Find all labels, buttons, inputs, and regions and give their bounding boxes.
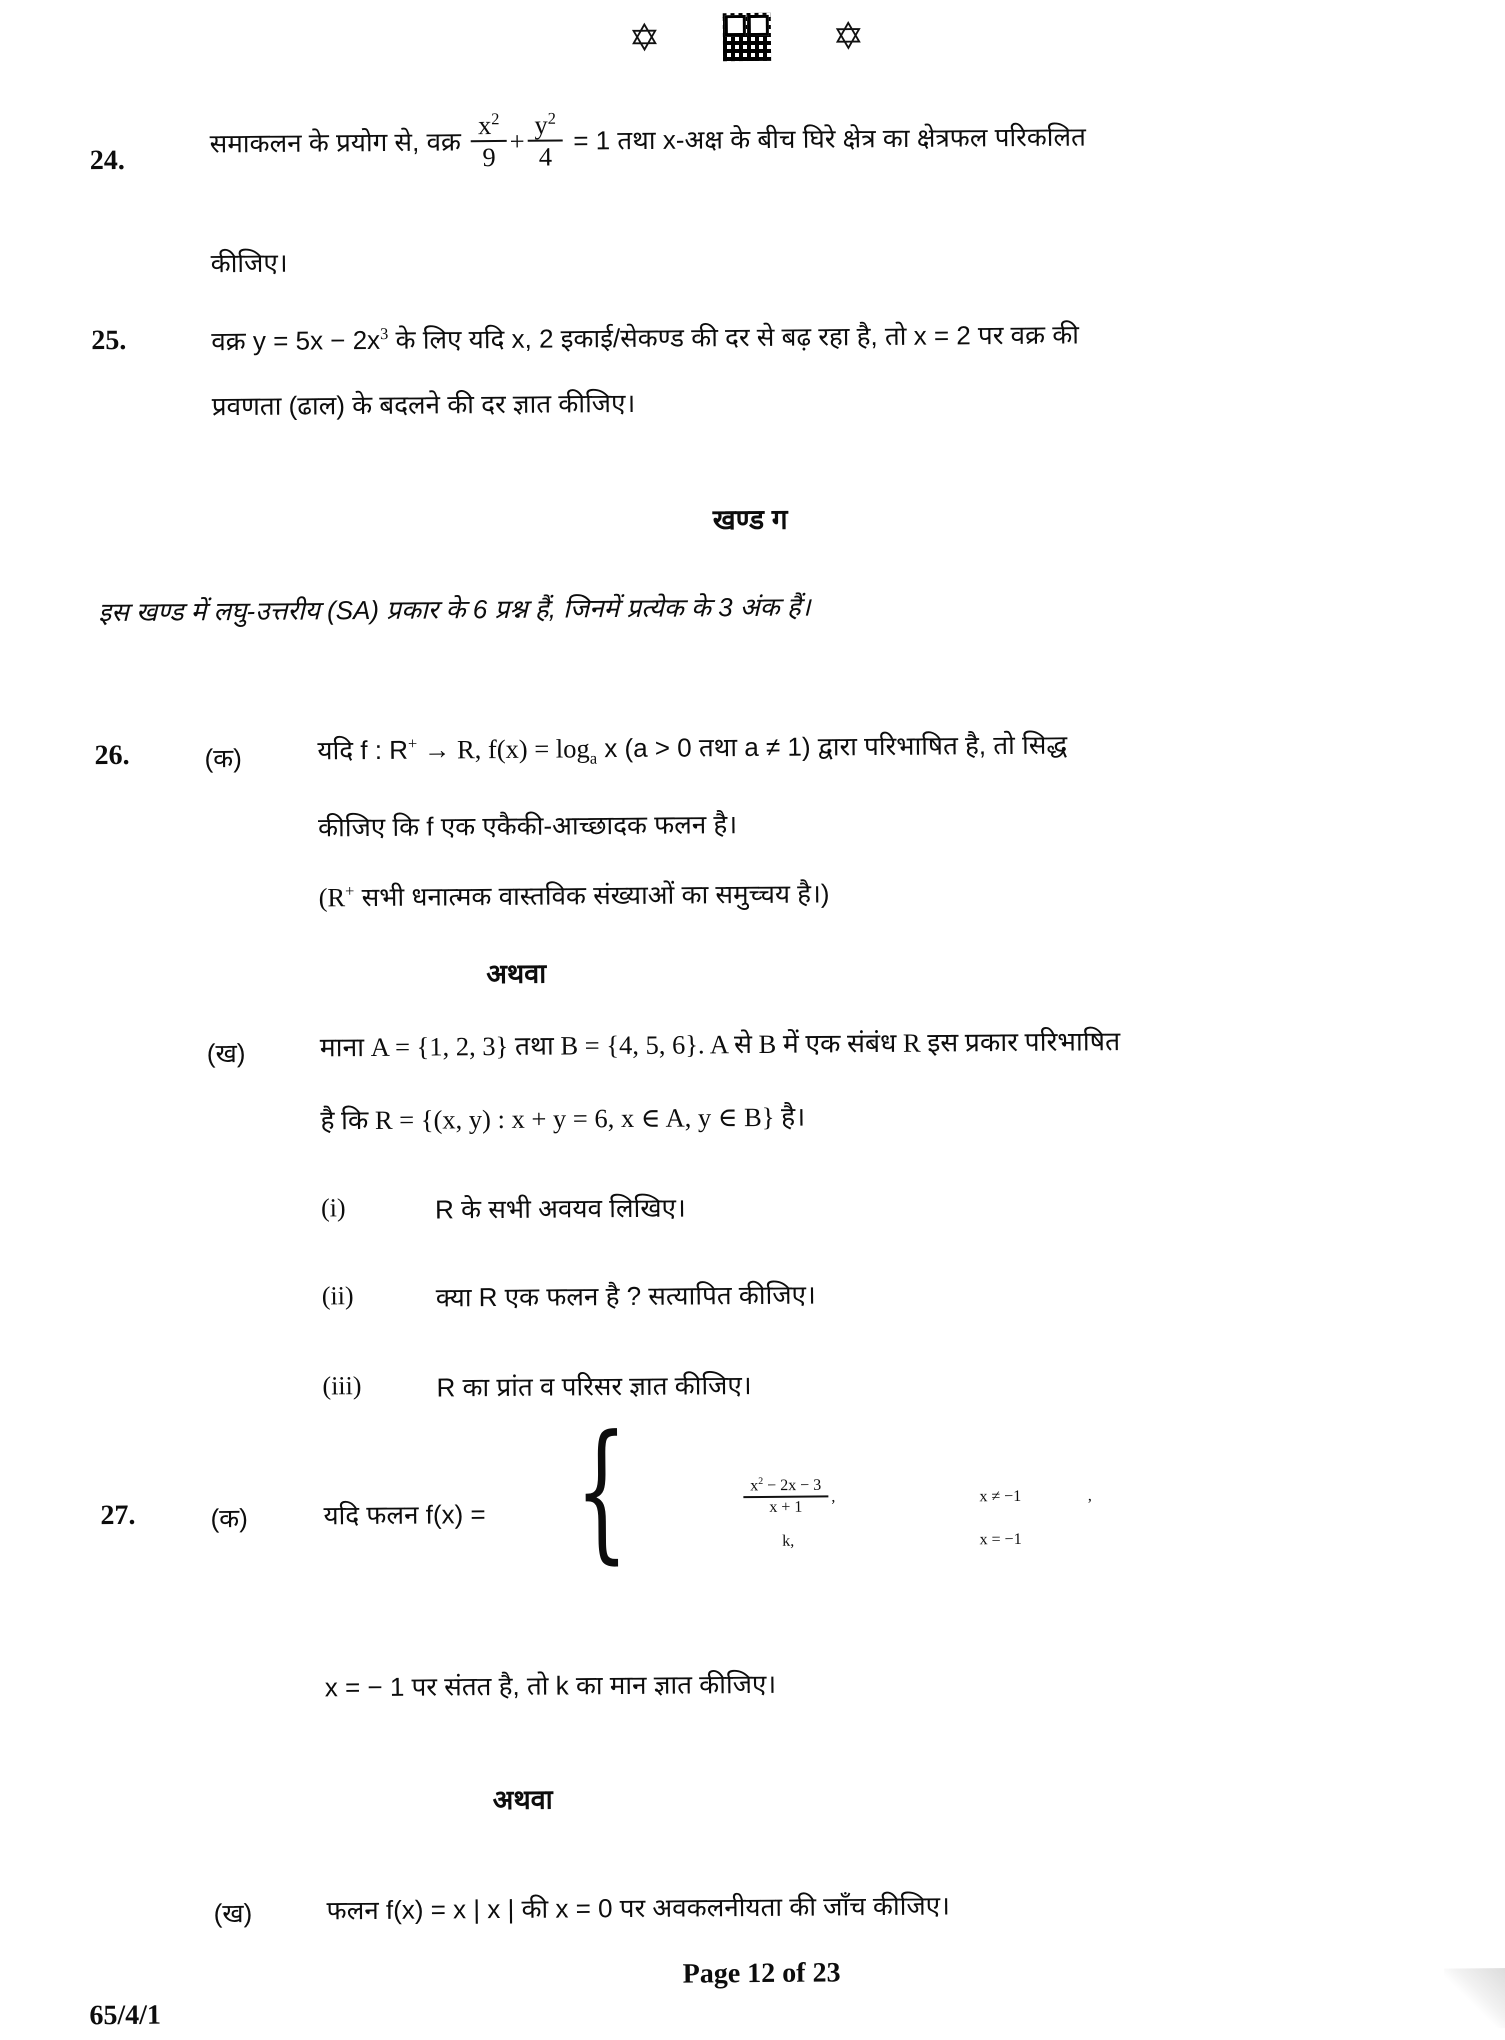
q24-text-post: = 1 तथा x-अक्ष के बीच घिरे क्षेत्र का क्षेत्रफल परिकलित: [565, 121, 1087, 156]
question-27-option-b-label: (ख): [213, 1897, 253, 1929]
piecewise-tail-comma: ,: [1087, 1486, 1092, 1504]
q26a-note-superscript: +: [345, 881, 355, 901]
q26a-log-base-subscript: a: [589, 748, 598, 768]
piecewise-case-2-value: k,: [782, 1532, 795, 1550]
q24-fraction-2: [527, 109, 563, 174]
question-27-or-label: अथवा: [492, 1784, 553, 1816]
q26a-note-post: सभी धनात्मक वास्तविक संख्याओं का समुच्चय है।): [354, 878, 830, 913]
q26a-r-plus-superscript: +: [407, 733, 418, 753]
question-26-option-b-label: (ख): [206, 1037, 246, 1069]
question-26b-subitem-ii-text: क्या R एक फलन है ? सत्यापित कीजिए।: [435, 1279, 816, 1313]
q24-plus-operator: +: [509, 125, 525, 157]
q24-text-pre: समाकलन के प्रयोग से, वक्र: [209, 126, 469, 159]
q24-fraction-1: [471, 110, 507, 175]
question-26-option-a-label: (क): [204, 743, 242, 774]
left-curly-brace-icon: {: [574, 1404, 629, 1579]
q24-frac2-denominator: 4: [538, 142, 553, 173]
question-25-line-2: प्रवणता (ढाल) के बदलने की दर ज्ञात कीजिए।: [211, 387, 636, 422]
question-number-27: 27.: [100, 1499, 136, 1532]
q24-frac2-numerator: [527, 109, 563, 142]
page-corner-fold: [1444, 1968, 1505, 2029]
q26a-mapping-text: → R, f(x) = log: [417, 733, 590, 765]
question-26b-subitem-iii-label: (iii): [322, 1371, 362, 1401]
piecewise-case-1-condition: x ≠ −1: [979, 1487, 1022, 1505]
q24-frac1-numerator: [471, 110, 507, 143]
piecewise-case-1-value: [663, 1477, 913, 1520]
question-26b-subitem-ii-label: (ii): [321, 1281, 354, 1311]
piecewise-cases: [656, 1429, 1092, 1597]
q27-case1-comma: ,: [831, 1488, 836, 1506]
question-27-option-a-label: (क): [210, 1502, 248, 1534]
question-number-25: 25.: [91, 324, 127, 357]
question-26-or-label: अथवा: [486, 958, 547, 990]
qr-code-icon: [722, 13, 770, 61]
piecewise-case-2: [663, 1530, 1092, 1551]
question-26a-line-2: कीजिए कि f एक एकैकी-आच्छादक फलन है।: [317, 809, 738, 843]
q24-frac2-num-base: y: [534, 109, 548, 140]
q25-text-pre: वक्र y = 5x − 2x: [211, 324, 381, 357]
footer-paper-code: 65/4/1: [89, 1999, 162, 2032]
q27-frac-numerator: [743, 1475, 828, 1497]
question-number-24: 24.: [89, 144, 125, 177]
q24-frac1-denominator: 9: [482, 142, 496, 173]
q25-text-post: के लिए यदि x, 2 इकाई/सेकण्ड की दर से बढ़ रहा है, तो x = 2 पर वक्र की: [388, 319, 1080, 355]
question-26a-line-1: [317, 726, 1067, 774]
question-26b-subitem-iii-text: R का प्रांत व परिसर ज्ञात कीजिए।: [436, 1370, 752, 1403]
q25-exponent: 3: [379, 324, 389, 344]
question-27a-lead-text: यदि फलन f(x) =: [323, 1499, 486, 1531]
question-26b-line-2: है कि R = {(x, y) : x + y = 6, x ∈ A, y ∈ B} है।: [320, 1101, 806, 1136]
question-26a-line-3: [318, 874, 829, 918]
section-instruction: इस खण्ड में लघु-उत्तरीय (SA) प्रकार के 6 प्रश्न हैं, जिनमें प्रत्येक के 3 अंक हैं।: [98, 591, 811, 628]
question-number-26: 26.: [94, 739, 130, 772]
question-26b-subitem-i-text: R के सभी अवयव लिखिए।: [434, 1192, 686, 1225]
header-symbol-strip: [0, 0, 1499, 74]
q24-frac1-num-base: x: [477, 110, 492, 141]
q26a-text-post: x (a > 0 तथा a ≠ 1) द्वारा परिभाषित है, तो सिद्ध: [596, 729, 1068, 764]
question-26b-subitem-i-label: (i): [320, 1193, 346, 1223]
piecewise-case-2-condition: x = −1: [979, 1530, 1022, 1549]
q27-frac-num-exponent: 2: [758, 1475, 764, 1488]
q27-frac-num-rest: − 2x − 3: [763, 1476, 822, 1495]
q27-frac-denominator: x + 1: [769, 1498, 803, 1516]
q27-frac-num-base: x: [750, 1477, 759, 1495]
q26a-note-pre: (R: [318, 882, 346, 913]
question-24-line-2: कीजिए।: [210, 247, 288, 279]
question-26b-line-1: माना A = {1, 2, 3} तथा B = {4, 5, 6}. A से B में एक संबंध R इस प्रकार परिभाषित: [319, 1026, 1121, 1063]
q24-frac1-num-exponent: 2: [491, 109, 500, 129]
q26a-text-pre: यदि f : R: [317, 734, 409, 766]
question-27b-line: फलन f(x) = x | x | की x = 0 पर अवकलनीयता की जाँच कीजिए।: [326, 1890, 951, 1926]
section-heading: खण्ड ग: [712, 503, 788, 536]
star-of-david-left-icon: ✡: [628, 15, 661, 60]
footer-page-number: Page 12 of 23: [682, 1957, 841, 1990]
q24-frac2-num-exponent: 2: [547, 108, 556, 128]
star-of-david-right-icon: ✡: [832, 14, 865, 59]
question-25-line-1: [211, 315, 1079, 362]
question-24-line-1: [209, 107, 1086, 178]
q27-fraction: [743, 1475, 828, 1517]
piecewise-case-1: [663, 1475, 1092, 1519]
question-27a-continuity-line: x = − 1 पर संतत है, तो k का मान ज्ञात कीजिए।: [324, 1668, 777, 1703]
question-27a-piecewise-function: [574, 1404, 1093, 1598]
